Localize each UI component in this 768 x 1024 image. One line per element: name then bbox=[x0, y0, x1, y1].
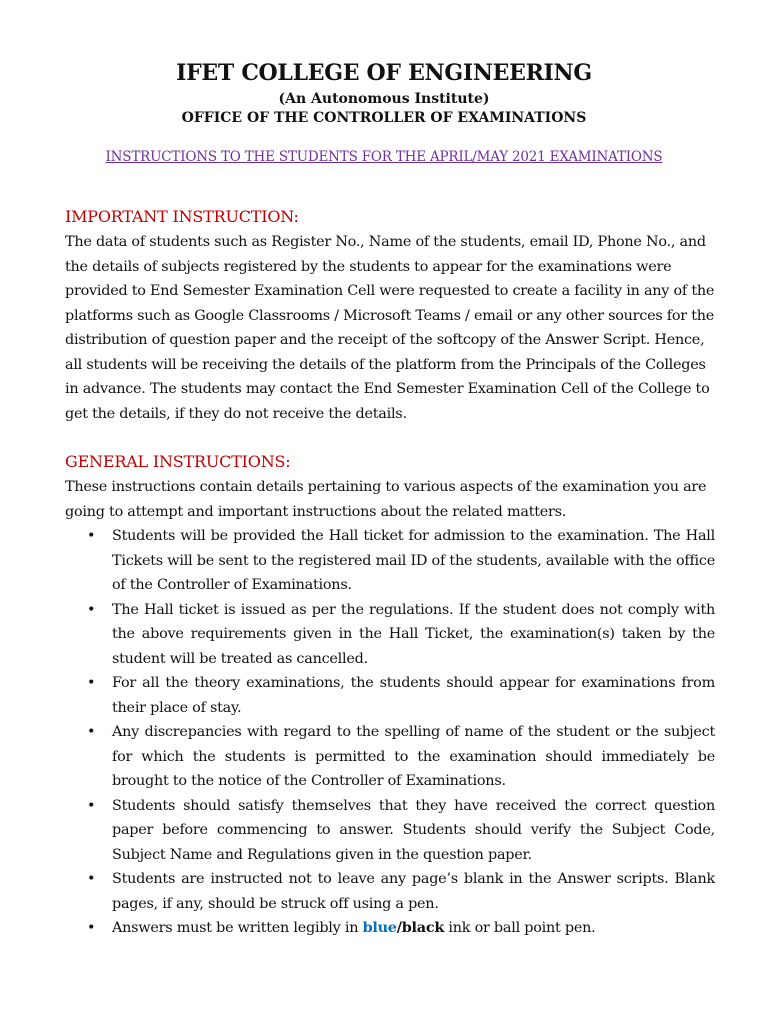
list-item-text: Any discrepancies with regard to the spelling of name of the student or the subject for which the students is permitted to the examination should immediately be brought to the notice of the Controller of Examinations. bbox=[112, 724, 715, 789]
list-item-text: Students are instructed not to leave any page’s blank in the Answer scripts. Blank pages, if any, should be struck off using a pen. bbox=[112, 871, 715, 912]
important-instruction-paragraph: The data of students such as Register No., Name of the students, email ID, Phone No., and the details of subjects registered by the students to appear for the examinations were provided to End Semester Examination Cell were requested to create a facility in any of the platforms such as Google Classrooms / Microsoft Teams / email or any other sources for the distribution of question paper and the receipt of the softcopy of the Answer Script. Hence, all students will be receiving the details of the platform from the Principals of the Colleges in advance. The students may contact the End Semester Examination Cell of the College to get the details, if they do not receive the details. bbox=[65, 234, 715, 422]
bullet-icon: • bbox=[87, 724, 96, 740]
list-item bbox=[65, 598, 715, 672]
list-item-text: Students should satisfy themselves that they have received the correct question paper before commencing to answer. Students should verify the Subject Code, Subject Name and Regulations given in the question paper. bbox=[112, 797, 715, 863]
list-item bbox=[65, 794, 715, 868]
college-name: IFET COLLEGE OF ENGINEERING bbox=[176, 60, 592, 86]
list-item bbox=[65, 671, 715, 720]
bullet-icon: • bbox=[87, 871, 96, 887]
bullet-icon: • bbox=[87, 675, 96, 691]
bullet-icon: • bbox=[87, 528, 96, 544]
important-instruction-heading: IMPORTANT INSTRUCTION: bbox=[65, 207, 299, 226]
ink-color-slash: / bbox=[396, 919, 402, 936]
list-item-text-prefix: Answers must be written legibly in bbox=[112, 920, 363, 936]
list-item bbox=[65, 916, 715, 941]
list-item-text: Students will be provided the Hall ticket for admission to the examination. The Hall Tickets will be sent to the registered mail ID of the students, available with the office of the Controller of Examinations. bbox=[112, 528, 715, 593]
general-instructions-list bbox=[65, 524, 715, 941]
ink-color-black: black bbox=[401, 919, 445, 936]
list-item-text: For all the theory examinations, the students should appear for examinations from their place of stay. bbox=[112, 675, 715, 716]
instructions-title: INSTRUCTIONS TO THE STUDENTS FOR THE APRIL/MAY 2021 EXAMINATIONS bbox=[105, 149, 663, 165]
general-instructions-heading: GENERAL INSTRUCTIONS: bbox=[65, 452, 291, 471]
ink-color-blue: blue bbox=[362, 919, 397, 936]
bullet-icon: • bbox=[87, 601, 96, 618]
bullet-icon: • bbox=[87, 920, 96, 936]
list-item-text: The Hall ticket is issued as per the regulations. If the student does not comply with the above requirements given in the Hall Ticket, the examination(s) taken by the student will be treated as cancelled. bbox=[112, 601, 715, 667]
list-item bbox=[65, 720, 715, 794]
list-item bbox=[65, 524, 715, 598]
list-item bbox=[65, 867, 715, 916]
office-name: OFFICE OF THE CONTROLLER OF EXAMINATIONS bbox=[181, 110, 587, 126]
institute-subtitle: (An Autonomous Institute) bbox=[278, 91, 490, 107]
list-item-text-suffix: ink or ball point pen. bbox=[444, 920, 596, 936]
bullet-icon: • bbox=[87, 797, 96, 814]
general-instructions-intro: These instructions contain details pertaining to various aspects of the examination you are going to attempt and important instructions about the related matters. bbox=[65, 479, 707, 520]
